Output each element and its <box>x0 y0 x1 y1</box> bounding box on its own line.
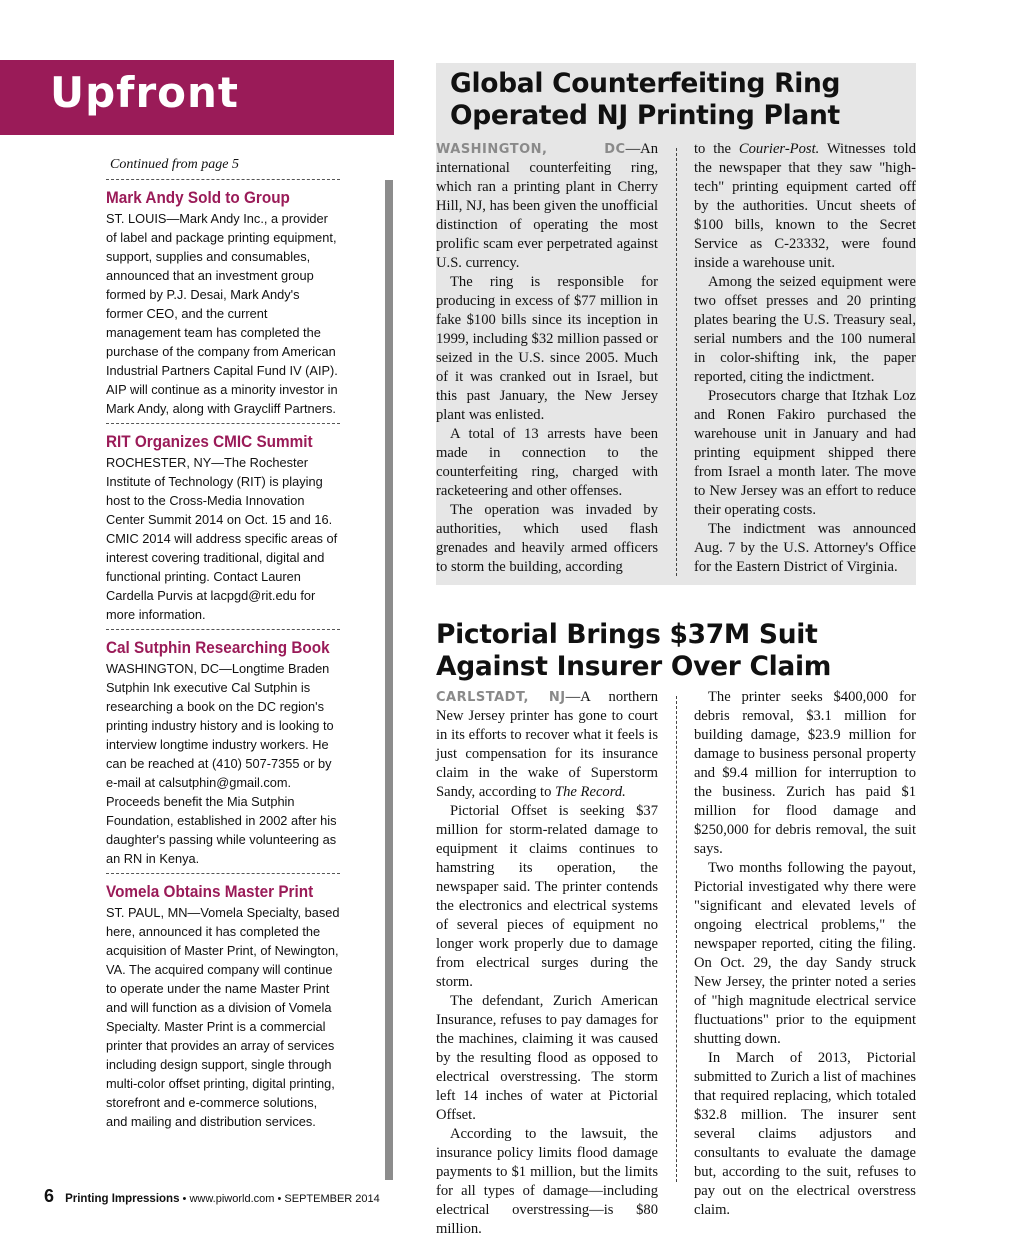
paragraph: In March of 2013, Pictorial submitted to Zurich a list of machines that required replacing, which totaled $32.8 million. The insurer sent several claims adjustors and consultants to evaluate the damage but, according to the suit, refuses to pay out on the electrical overstress claim. <box>694 1050 916 1218</box>
news-brief <box>106 431 340 624</box>
dateline: CARLSTADT, NJ <box>436 690 566 705</box>
divider <box>106 629 340 630</box>
paragraph: The operation was invaded by authorities, which used flash grenades and heavily armed officers to storm the building, according <box>436 502 658 575</box>
article-headline <box>450 68 840 132</box>
paragraph: The defendant, Zurich American Insurance, refuses to pay damages for the machines, claiming it was caused by the resulting flood as opposed to electrical overstressing. The storm left 14 inches of water at Pictorial Offset. <box>436 993 658 1123</box>
paragraph: A total of 13 arrests have been made in connection to the counterfeiting ring, charged with racketeering and other offenses. <box>436 426 658 499</box>
paragraph: Pictorial Offset is seeking $37 million for storm-related damage to equipment it claims continues to hamstring its operation, the newspaper said. The printer contends the electronics and electrical systems of several pieces of equipment no longer work properly due to damage from electrical surges during the storm. <box>436 803 658 990</box>
page-number: 6 <box>44 1186 55 1206</box>
paragraph: The indictment was announced Aug. 7 by the U.S. Attorney's Office for the Eastern District of Virginia. <box>694 521 916 575</box>
paragraph <box>694 140 916 273</box>
section-title: Upfront <box>50 68 239 117</box>
separator: • <box>182 1193 187 1205</box>
column-divider <box>676 696 677 1182</box>
headline-line: Operated NJ Printing Plant <box>450 100 840 131</box>
news-brief <box>106 881 340 1131</box>
article-column <box>694 688 916 1220</box>
news-brief <box>106 637 340 868</box>
headline-line: Against Insurer Over Claim <box>436 651 832 682</box>
section-banner <box>0 60 394 135</box>
column-divider <box>676 148 677 576</box>
headline-line: Pictorial Brings $37M Suit <box>436 619 818 650</box>
divider <box>106 423 340 424</box>
paragraph: The printer seeks $400,000 for debris removal, $3.1 million for building damage, $23.9 million for damage to business personal property and $9.4 million for interruption to the business. Zurich has paid $1 million for flood damage and $250,000 for debris removal, the suit says. <box>694 689 916 857</box>
divider <box>106 873 340 874</box>
continued-note: Continued from page 5 <box>110 157 239 172</box>
paragraph: According to the lawsuit, the insurance policy limits flood damage payments to $1 million, but the limits for all types of damage—including electrical overstressing—is $80 million. <box>436 1126 658 1237</box>
page-footer <box>44 1186 380 1207</box>
paragraph: Among the seized equipment were two offset presses and 20 printing plates bearing the U.S. Treasury seal, serial numbers and the 100 numeral in color-shifting ink, the paper reported, citing the indictment. <box>694 274 916 385</box>
brief-title: RIT Organizes CMIC Summit <box>106 432 313 451</box>
paragraph: Prosecutors charge that Itzhak Loz and Ronen Fakiro purchased the warehouse unit in January and had printing equipment shipped there from Israel a month later. The move to New Jersey was an effort to reduce their operating costs. <box>694 388 916 518</box>
paragraph: Two months following the payout, Pictorial investigated why there were "significant and elevated levels of ongoing electrical problems," the newspaper reported, citing the filing. On Oct. 29, the day Sandy struck New Jersey, the printer noted a series of "high magnitude electrical service fluctuations" prior to the equipment shutting down. <box>694 860 916 1047</box>
brief-body: ST. LOUIS—Mark Andy Inc., a provider of label and package printing equipment, support, supplies and consumables, announced that an investment group formed by P.J. Desai, Mark Andy's former CEO, and the current management team has completed the purchase of the company from American Industrial Partners Capital Fund IV (AIP). AIP will continue as a minority investor in Mark Andy, along with Graycliff Partners. <box>106 211 338 416</box>
paragraph-text: —An international counterfeiting ring, which ran a printing plant in Cherry Hill, NJ, has been given the unofficial distinction of operating the most prolific scam ever perpetrated against U.S. currency. <box>436 141 658 271</box>
website-url: www.piworld.com <box>189 1193 275 1205</box>
paragraph <box>436 688 658 802</box>
divider <box>106 179 340 180</box>
source-name: The Record. <box>555 784 626 800</box>
news-brief <box>106 187 340 418</box>
news-briefs-column <box>106 156 340 1131</box>
issue-date: SEPTEMBER 2014 <box>284 1193 380 1205</box>
paragraph-text: —A northern New Jersey printer has gone to court in its efforts to recover what it feels is just compensation for its insurance claim in the wake of Superstorm Sandy, according to <box>436 689 658 800</box>
article-headline <box>436 619 831 683</box>
brief-body: ROCHESTER, NY—The Rochester Institute of Technology (RIT) is playing host to the Cross-Media Innovation Center Summit 2014 on Oct. 15 and 16. CMIC 2014 will address specific areas of interest covering traditional, digital and functional printing. Contact Lauren Cardella Purvis at lacpgd@rit.edu for more information. <box>106 455 338 622</box>
source-name: Courier-Post. <box>738 141 820 157</box>
brief-title: Vomela Obtains Master Print <box>106 882 314 901</box>
brief-title: Cal Sutphin Researching Book <box>106 638 330 657</box>
article-column <box>436 140 658 577</box>
paragraph-text: to the <box>694 141 739 157</box>
dateline: WASHINGTON, DC <box>436 142 626 157</box>
brief-body: WASHINGTON, DC—Longtime Braden Sutphin Ink executive Cal Sutphin is researching a book on the DC region's printing industry history and is looking to interview longtime industry workers. He can be reached at (410) 507-7355 or by e-mail at calsutphin@gmail.com. Proceeds benefit the Mia Sutphin Foundation, established in 2002 after his daughter's passing while volunteering as an RN in Kenya. <box>106 661 337 866</box>
article-column <box>436 688 658 1239</box>
paragraph <box>436 140 658 273</box>
column-rule <box>385 180 393 1180</box>
article-column <box>694 140 916 577</box>
headline-line: Global Counterfeiting Ring <box>450 68 841 99</box>
paragraph: The ring is responsible for producing in excess of $77 million in fake $100 bills since its inception in 1999, including $32 million passed or seized in the U.S. since 2005. Much of it was cranked out in Israel, but this past January, the New Jersey plant was enlisted. <box>436 274 658 423</box>
publication-name: Printing Impressions <box>65 1193 180 1205</box>
separator: • <box>277 1193 282 1205</box>
brief-body: ST. PAUL, MN—Vomela Specialty, based here, announced it has completed the acquisition of Master Print, of Newington, VA. The acquired company will continue to operate under the name Master Print and will function as a division of Vomela Specialty. Master Print is a commercial printer that provides an array of services including design support, single through multi-color offset printing, digital printing, storefront and e-commerce solutions, and mailing and distribution services. <box>106 905 340 1129</box>
paragraph-text: Witnesses told the newspaper that they saw "high-tech" printing equipment carted off by the authorities. Uncut sheets of $100 bills, known to the Secret Service as C-23332, were found inside a warehouse unit. <box>694 141 917 271</box>
brief-title: Mark Andy Sold to Group <box>106 188 290 207</box>
